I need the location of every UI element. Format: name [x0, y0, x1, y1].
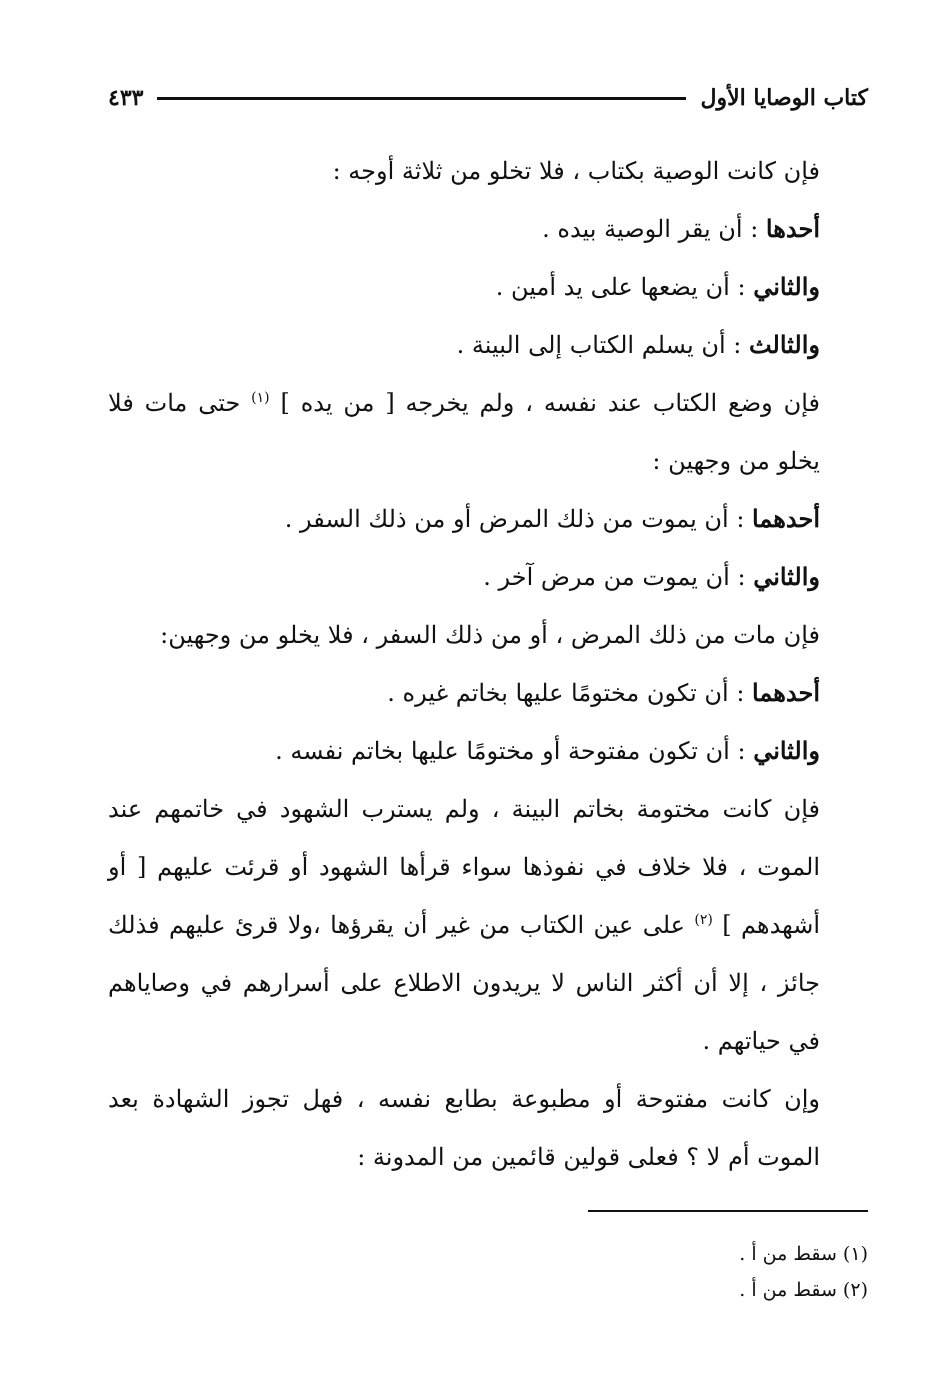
paragraph-text-continued: على عين الكتاب من غير أن يقرؤها ،ولا قرئ عليهم فذلك جائز ، إلا أن أكثر الناس لا يريدون الاطلاع على أسرارهم في وصاياهم في حياتهم . [108, 911, 820, 1055]
paragraph [108, 606, 868, 664]
footnotes [108, 1236, 868, 1308]
paragraph-lead: أحدها [765, 214, 820, 243]
paragraph-text: فإن وضع الكتاب عند نفسه ، ولم يخرجه [ من يده ] [269, 389, 820, 417]
paragraph-text-continued: حتى مات فلا يخلو من وجهين : [108, 389, 820, 475]
paragraph-lead: والثاني [753, 736, 820, 765]
running-header [108, 78, 868, 118]
running-header-title: كتاب الوصايا الأول [700, 85, 868, 111]
paragraph [108, 200, 868, 258]
paragraph [108, 1070, 868, 1186]
paragraph-text: : أن تكون مفتوحة أو مختومًا عليها بخاتم نفسه . [275, 737, 754, 765]
page-number: ٤٣٣ [108, 85, 144, 111]
paragraph-lead: والثاني [753, 562, 820, 591]
paragraph [108, 664, 868, 722]
paragraph [108, 490, 868, 548]
header-rule [157, 97, 686, 100]
paragraph-text: : أن يسلم الكتاب إلى البينة . [456, 331, 749, 359]
footnote-marker: (١) [251, 390, 270, 406]
paragraph [108, 780, 868, 1070]
footnote: (٢) سقط من أ . [739, 1279, 868, 1301]
paragraph-text: فإن كانت الوصية بكتاب ، فلا تخلو من ثلاثة أوجه : [332, 157, 820, 185]
paragraph-lead: والثالث [748, 330, 820, 359]
footnote-separator [588, 1210, 868, 1212]
paragraph [108, 374, 868, 490]
paragraph [108, 722, 868, 780]
footnote-marker: (٢) [694, 912, 713, 928]
paragraph-text: فإن مات من ذلك المرض ، أو من ذلك السفر ، فلا يخلو من وجهين: [160, 621, 820, 649]
paragraph [108, 316, 868, 374]
paragraph [108, 548, 868, 606]
paragraph-text: : أن يقر الوصية بيده . [542, 215, 766, 243]
paragraph-text: : أن تكون مختومًا عليها بخاتم غيره . [387, 679, 753, 707]
body-text [108, 142, 868, 1186]
paragraph [108, 258, 868, 316]
paragraph-lead: أحدهما [752, 678, 820, 707]
paragraph-text: : أن يضعها على يد أمين . [495, 273, 754, 301]
paragraph [108, 142, 868, 200]
paragraph-lead: والثاني [753, 272, 820, 301]
footnote: (١) سقط من أ . [739, 1243, 868, 1265]
paragraph-text: : أن يموت من مرض آخر . [483, 563, 754, 591]
paragraph-text: : أن يموت من ذلك المرض أو من ذلك السفر . [284, 505, 753, 533]
paragraph-lead: أحدهما [752, 504, 820, 533]
paragraph-text: وإن كانت مفتوحة أو مطبوعة بطابع نفسه ، فهل تجوز الشهادة بعد الموت أم لا ؟ فعلى قولين قائمين من المدونة : [108, 1085, 820, 1171]
paragraph-text: فإن كانت مختومة بخاتم البينة ، ولم يسترب الشهود في خاتمهم عند الموت ، فلا خلاف في نفوذها سواء قرأها الشهود أو قرئت عليهم [ أو أشهدهم ] [108, 795, 821, 939]
